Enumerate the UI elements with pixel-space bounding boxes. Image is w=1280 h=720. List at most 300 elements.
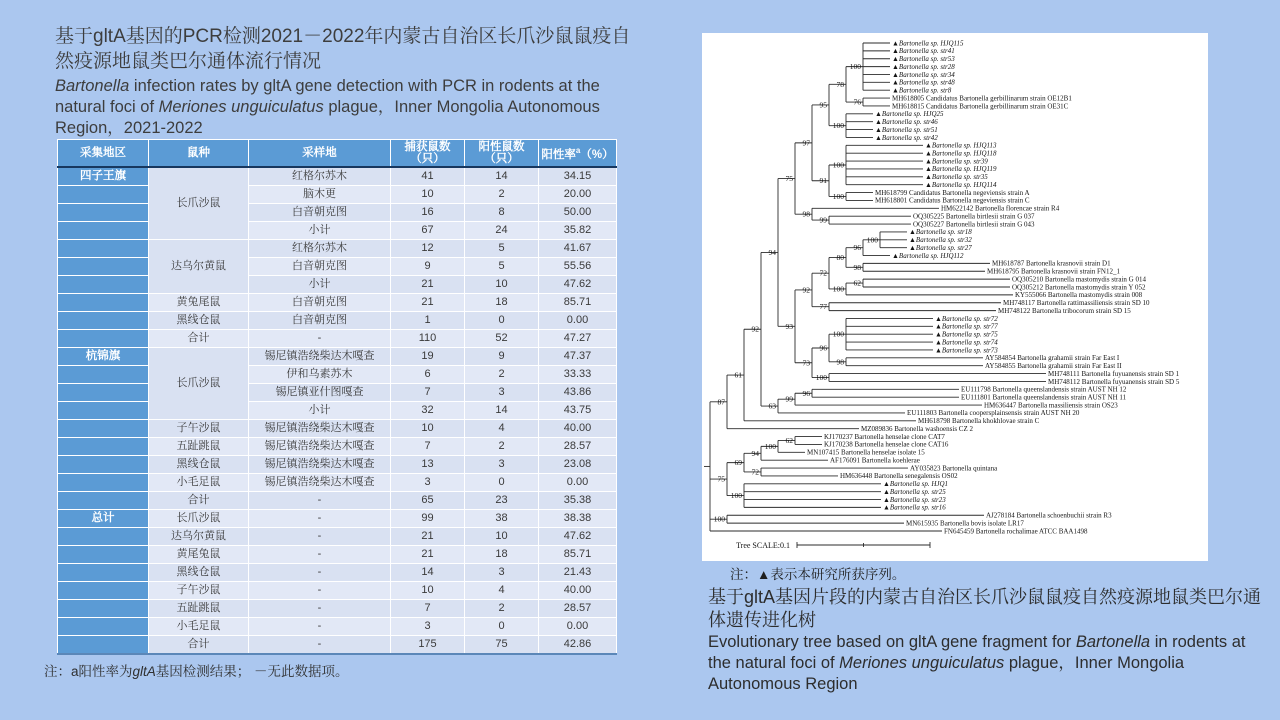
region-cell: 四子王旗 bbox=[58, 167, 149, 186]
tree-leaf-label: AY584855 Bartonella grahamii strain Far East II bbox=[985, 362, 1122, 371]
rate-superscript: a bbox=[575, 146, 581, 156]
tree-leaf-label: ▲Bartonella sp. HJQ25 bbox=[875, 110, 944, 119]
title-en-text: infection rates by gltA gene detection with PCR in rodents at the natural foci of bbox=[55, 77, 600, 116]
region-cell bbox=[58, 420, 149, 438]
table-cell: 五趾跳鼠 bbox=[149, 600, 249, 618]
rodent-table-body bbox=[58, 167, 617, 654]
table-cell: - bbox=[249, 618, 391, 636]
tree-leaf-label: MN615935 Bartonella bovis isolate LR17 bbox=[906, 519, 1024, 528]
table-cell: 子午沙鼠 bbox=[149, 420, 249, 438]
table-cell: 21 bbox=[391, 294, 465, 312]
tree-leaf-label: EU111801 Bartonella queenslandensis strain AUST NH 11 bbox=[961, 393, 1127, 402]
table-cell: 99 bbox=[391, 510, 465, 528]
tree-leaf-label: ▲Bartonella sp. str75 bbox=[935, 330, 998, 339]
table-cell: 14 bbox=[391, 564, 465, 582]
tree-leaf-label: ▲Bartonella sp. HJQ115 bbox=[892, 39, 964, 48]
region-cell bbox=[58, 582, 149, 600]
table-cell: 21 bbox=[391, 528, 465, 546]
region-cell bbox=[58, 402, 149, 420]
bootstrap-value: 62 bbox=[853, 278, 861, 288]
region-cell bbox=[58, 186, 149, 204]
table-cell: 伊和乌素苏木 bbox=[249, 366, 391, 384]
table-row bbox=[58, 546, 617, 564]
bootstrap-value: 100 bbox=[866, 235, 878, 245]
tree-leaf-label: ▲Bartonella sp. str46 bbox=[875, 118, 938, 127]
tree-leaf-label: OQ305212 Bartonella mastomydis strain Y 052 bbox=[1012, 283, 1146, 292]
tree-leaf-label: MH618815 Candidatus Bartonella gerbillinarum strain OE31C bbox=[892, 102, 1069, 111]
col-header-rate: 阳性率$^a$（%） bbox=[539, 140, 617, 168]
tree-leaf-label: KJ170237 Bartonella henselae clone CAT7 bbox=[824, 432, 945, 441]
tree-leaf-label: KY555066 Bartonella mastomydis strain 008 bbox=[1015, 291, 1143, 300]
table-cell: 0.00 bbox=[539, 474, 617, 492]
region-cell bbox=[58, 240, 149, 258]
table-cell: 10 bbox=[391, 582, 465, 600]
bootstrap-value: 61 bbox=[734, 370, 742, 380]
tree-leaf-label: MH618795 Bartonella krasnovii strain FN12_1 bbox=[987, 267, 1120, 276]
table-cell: 0 bbox=[465, 618, 539, 636]
table-cell: 55.56 bbox=[539, 258, 617, 276]
bootstrap-value: 93 bbox=[785, 321, 793, 331]
tree-leaf-label: HM622142 Bartonella florencae strain R4 bbox=[941, 204, 1060, 213]
table-cell: 23 bbox=[465, 492, 539, 510]
tree-leaf-label: MH618801 Candidatus Bartonella negeviensis strain C bbox=[875, 196, 1030, 205]
table-cell: 20.00 bbox=[539, 186, 617, 204]
tree-leaf-label: ▲Bartonella sp. str74 bbox=[935, 338, 998, 347]
table-cell: 38 bbox=[465, 510, 539, 528]
table-row bbox=[58, 348, 617, 366]
table-cell: 47.37 bbox=[539, 348, 617, 366]
table-row bbox=[58, 366, 617, 384]
table-cell: 16 bbox=[391, 204, 465, 222]
bootstrap-value: 100 bbox=[730, 491, 742, 501]
col-header-species: 鼠种 bbox=[149, 140, 249, 168]
tree-svg bbox=[702, 33, 1208, 561]
region-cell bbox=[58, 204, 149, 222]
table-cell: 42.86 bbox=[539, 636, 617, 655]
table-cell: 2 bbox=[465, 186, 539, 204]
table-cell: 黑线仓鼠 bbox=[149, 564, 249, 582]
table-cell: 7 bbox=[391, 438, 465, 456]
table-cell: 43.75 bbox=[539, 402, 617, 420]
table-cell: 子午沙鼠 bbox=[149, 582, 249, 600]
table-cell: 0.00 bbox=[539, 312, 617, 330]
table-cell: 40.00 bbox=[539, 582, 617, 600]
col-header-region: 采集地区 bbox=[58, 140, 149, 168]
tree-note: 注：▲表示本研究所获序列。 bbox=[730, 567, 906, 582]
table-row bbox=[58, 528, 617, 546]
tree-leaf-label: ▲Bartonella sp. HJQ112 bbox=[892, 251, 964, 260]
table-cell: 锡尼镇浩绕柴达木嘎查 bbox=[249, 456, 391, 474]
table-cell: 黑线仓鼠 bbox=[149, 456, 249, 474]
table-cell: 41 bbox=[391, 167, 465, 186]
table-cell: 1 bbox=[391, 312, 465, 330]
table-row bbox=[58, 474, 617, 492]
bootstrap-value: 75 bbox=[785, 174, 793, 184]
bootstrap-value: 62 bbox=[785, 435, 793, 445]
bootstrap-value: 99 bbox=[785, 394, 793, 404]
table-row bbox=[58, 564, 617, 582]
table-row bbox=[58, 384, 617, 402]
region-cell bbox=[58, 384, 149, 402]
table-row bbox=[58, 492, 617, 510]
tree-leaf-label: MZ089836 Bartonella washoensis CZ 2 bbox=[861, 424, 973, 433]
table-cell: 8 bbox=[465, 204, 539, 222]
table-cell: 4 bbox=[465, 420, 539, 438]
tree-leaf-label: ▲Bartonella sp. str39 bbox=[925, 157, 988, 166]
table-cell: 10 bbox=[465, 276, 539, 294]
table-cell: 24 bbox=[465, 222, 539, 240]
bootstrap-value: 100 bbox=[832, 191, 844, 201]
table-cell: - bbox=[249, 582, 391, 600]
table-footnote: 注：a阳性率为gltA基因检测结果； －无此数据项。 bbox=[44, 664, 349, 679]
bootstrap-value: 96 bbox=[853, 243, 861, 253]
table-row bbox=[58, 582, 617, 600]
infection-table bbox=[57, 139, 617, 655]
table-cell: 21 bbox=[391, 546, 465, 564]
region-cell bbox=[58, 492, 149, 510]
table-cell: 2 bbox=[465, 438, 539, 456]
table-cell: 85.71 bbox=[539, 546, 617, 564]
table-row bbox=[58, 294, 617, 312]
table-cell: 长爪沙鼠 bbox=[149, 167, 249, 240]
title-en-italic-species: Meriones unguiculatus bbox=[158, 98, 324, 116]
tree-leaf-label: ▲Bartonella sp. str34 bbox=[892, 70, 955, 79]
table-cell: 18 bbox=[465, 546, 539, 564]
table-cell: - bbox=[249, 492, 391, 510]
table-cell: 85.71 bbox=[539, 294, 617, 312]
table-cell: 32 bbox=[391, 402, 465, 420]
table-cell: 41.67 bbox=[539, 240, 617, 258]
table-cell: 21 bbox=[391, 276, 465, 294]
table-row bbox=[58, 330, 617, 348]
table-cell: 脑木更 bbox=[249, 186, 391, 204]
table-cell: 黄尾兔鼠 bbox=[149, 546, 249, 564]
table-row bbox=[58, 167, 617, 186]
table-cell: 达乌尔黄鼠 bbox=[149, 528, 249, 546]
table-cell: 33.33 bbox=[539, 366, 617, 384]
table-cell: 0.00 bbox=[539, 618, 617, 636]
region-cell bbox=[58, 222, 149, 240]
table-cell: 47.27 bbox=[539, 330, 617, 348]
table-row bbox=[58, 510, 617, 528]
table-row bbox=[58, 240, 617, 258]
table-cell: 达乌尔黄鼠 bbox=[149, 240, 249, 294]
table-cell: 14 bbox=[465, 402, 539, 420]
bootstrap-value: 94 bbox=[768, 247, 776, 257]
region-cell bbox=[58, 366, 149, 384]
table-cell: 3 bbox=[465, 564, 539, 582]
table-cell: 红格尔苏木 bbox=[249, 167, 391, 186]
table-cell: 35.38 bbox=[539, 492, 617, 510]
table-row bbox=[58, 222, 617, 240]
table-cell: 23.08 bbox=[539, 456, 617, 474]
table-cell: 锡尼镇亚什图嘎查 bbox=[249, 384, 391, 402]
table-cell: 40.00 bbox=[539, 420, 617, 438]
bootstrap-value: 72 bbox=[819, 268, 827, 278]
table-row bbox=[58, 420, 617, 438]
tree-leaf-label: MH618798 Bartonella khokhlovae strain C bbox=[918, 417, 1040, 426]
region-cell bbox=[58, 528, 149, 546]
bootstrap-value: 100 bbox=[815, 373, 827, 383]
tree-captions bbox=[708, 563, 1262, 695]
table-cell: - bbox=[249, 600, 391, 618]
table-row bbox=[58, 186, 617, 204]
tree-leaf-label: ▲Bartonella sp. str53 bbox=[892, 55, 955, 64]
table-cell: 28.57 bbox=[539, 600, 617, 618]
table-cell: 2 bbox=[465, 600, 539, 618]
col-header-site: 采样地 bbox=[249, 140, 391, 168]
bootstrap-value: 91 bbox=[819, 176, 827, 186]
tree-leaf-label: MH748122 Bartonella tribocorum strain SD 15 bbox=[998, 306, 1131, 315]
table-cell: 白音朝克图 bbox=[249, 312, 391, 330]
table-row bbox=[58, 276, 617, 294]
table-cell: 35.82 bbox=[539, 222, 617, 240]
bootstrap-value: 98 bbox=[836, 357, 844, 367]
region-cell: 总计 bbox=[58, 510, 149, 528]
table-cell: 38.38 bbox=[539, 510, 617, 528]
table-cell: 长爪沙鼠 bbox=[149, 348, 249, 420]
table-row bbox=[58, 600, 617, 618]
tree-leaf-label: OQ305227 Bartonella birtlesii strain G 043 bbox=[913, 220, 1035, 229]
tree-leaf-label: HM636448 Bartonella senegalensis OS02 bbox=[840, 472, 958, 481]
title-en-italic-genus: Bartonella bbox=[55, 77, 130, 95]
table-cell: 长爪沙鼠 bbox=[149, 510, 249, 528]
table-cell: 小毛足鼠 bbox=[149, 618, 249, 636]
tree-leaf-label: ▲Bartonella sp. str25 bbox=[883, 487, 946, 496]
table-cell: 47.62 bbox=[539, 276, 617, 294]
tree-leaf-label: ▲Bartonella sp. str41 bbox=[892, 47, 955, 56]
tree-leaf-label: FN645459 Bartonella rochalimae ATCC BAA1498 bbox=[944, 527, 1088, 536]
tree-leaf-label: ▲Bartonella sp. str77 bbox=[935, 322, 998, 331]
tree-leaf-label: ▲Bartonella sp. str48 bbox=[892, 78, 955, 87]
region-cell bbox=[58, 258, 149, 276]
bootstrap-value: 96 bbox=[802, 388, 810, 398]
tree-caption-en: Evolutionary tree based on gltA gene fragment for Bartonella in rodents at the natural foci of Meriones unguiculatus plague，Inner Mongolia Autonomous Region bbox=[708, 633, 1246, 693]
table-cell: 锡尼镇浩绕柴达木嘎查 bbox=[249, 438, 391, 456]
tree-leaf-label: ▲Bartonella sp. HJQ118 bbox=[925, 149, 997, 158]
tree-leaf-label: EU111803 Bartonella coopersplainsensis strain AUST NH 20 bbox=[907, 409, 1080, 418]
table-cell: 43.86 bbox=[539, 384, 617, 402]
table-cell: 10 bbox=[391, 186, 465, 204]
table-cell: - bbox=[249, 546, 391, 564]
region-cell bbox=[58, 474, 149, 492]
table-cell: 2 bbox=[465, 366, 539, 384]
table-cell: 3 bbox=[391, 474, 465, 492]
table-cell: 7 bbox=[391, 600, 465, 618]
table-cell: 红格尔苏木 bbox=[249, 240, 391, 258]
tree-leaf-label: MH618787 Bartonella krasnovii strain D1 bbox=[992, 259, 1111, 268]
table-cell: 14 bbox=[465, 167, 539, 186]
table-row bbox=[58, 618, 617, 636]
table-cell: 50.00 bbox=[539, 204, 617, 222]
table-cell: 白音朝克图 bbox=[249, 258, 391, 276]
table-cell: - bbox=[249, 330, 391, 348]
bootstrap-value: 92 bbox=[802, 285, 810, 295]
table-cell: 五趾跳鼠 bbox=[149, 438, 249, 456]
table-cell: 67 bbox=[391, 222, 465, 240]
table-cell: 3 bbox=[465, 456, 539, 474]
table-cell: 白音朝克图 bbox=[249, 204, 391, 222]
tree-leaf-label: ▲Bartonella sp. str73 bbox=[935, 346, 998, 355]
table-row bbox=[58, 258, 617, 276]
table-cell: 13 bbox=[391, 456, 465, 474]
table-cell: 6 bbox=[391, 366, 465, 384]
table-row bbox=[58, 438, 617, 456]
table-cell: 10 bbox=[465, 528, 539, 546]
table-cell: 65 bbox=[391, 492, 465, 510]
bootstrap-value: 76 bbox=[853, 97, 861, 107]
table-cell: 锡尼镇浩绕柴达木嘎查 bbox=[249, 348, 391, 366]
col-header-caught: 捕获鼠数（只） bbox=[391, 140, 465, 168]
table-cell: 12 bbox=[391, 240, 465, 258]
table-cell: 18 bbox=[465, 294, 539, 312]
table-cell: 锡尼镇浩绕柴达木嘎查 bbox=[249, 474, 391, 492]
table-cell: 3 bbox=[391, 618, 465, 636]
tree-leaf-label: KJ170238 Bartonella henselae clone CAT16 bbox=[824, 440, 949, 449]
table-cell: 锡尼镇浩绕柴达木嘎查 bbox=[249, 420, 391, 438]
tree-leaf-label: HM636447 Bartonella massiliensis strain OS23 bbox=[984, 401, 1118, 410]
tree-leaf-label: ▲Bartonella sp. str32 bbox=[909, 236, 972, 245]
tree-leaf-label: ▲Bartonella sp. str28 bbox=[892, 62, 955, 71]
col-header-positive: 阳性鼠数（只） bbox=[465, 140, 539, 168]
region-cell bbox=[58, 546, 149, 564]
table-cell: 合计 bbox=[149, 636, 249, 655]
table-cell: - bbox=[249, 510, 391, 528]
tree-leaf-label: ▲Bartonella sp. HJQ114 bbox=[925, 180, 997, 189]
region-cell bbox=[58, 456, 149, 474]
page-title-en bbox=[55, 76, 640, 139]
table-cell: 21.43 bbox=[539, 564, 617, 582]
bootstrap-value: 72 bbox=[751, 467, 759, 477]
tree-leaf-label: ▲Bartonella sp. HJQ119 bbox=[925, 165, 997, 174]
table-header-row bbox=[58, 140, 617, 168]
title-en-tail: plague，Inner Mongolia Autonomous Region，2021-2022 bbox=[55, 98, 600, 137]
table-cell: 75 bbox=[465, 636, 539, 655]
table-cell: 5 bbox=[465, 240, 539, 258]
table-cell: 9 bbox=[391, 258, 465, 276]
table-cell: 黄兔尾鼠 bbox=[149, 294, 249, 312]
tree-leaf-label: MH618799 Candidatus Bartonella negeviensis strain A bbox=[875, 188, 1030, 197]
table-cell: 10 bbox=[391, 420, 465, 438]
region-cell bbox=[58, 438, 149, 456]
region-cell bbox=[58, 564, 149, 582]
tree-caption-zh: 基于gltA基因片段的内蒙古自治区长爪沙鼠鼠疫自然疫源地鼠类巴尔通体遗传进化树 bbox=[708, 587, 1262, 630]
tree-panel bbox=[702, 33, 1208, 561]
tree-leaf-label: OQ305210 Bartonella mastomydis strain G 014 bbox=[1012, 275, 1146, 284]
table-cell: 34.15 bbox=[539, 167, 617, 186]
tree-leaf-label: ▲Bartonella sp. str42 bbox=[875, 133, 938, 142]
tree-leaf-label: ▲Bartonella sp. str16 bbox=[883, 503, 946, 512]
bootstrap-value: 69 bbox=[734, 458, 742, 468]
bootstrap-value: 96 bbox=[819, 343, 827, 353]
table-cell: 3 bbox=[465, 384, 539, 402]
table-cell: 合计 bbox=[149, 492, 249, 510]
table-cell: 175 bbox=[391, 636, 465, 655]
tree-leaf-label: MH748117 Bartonella rattimassiliensis strain SD 10 bbox=[1003, 299, 1150, 308]
bootstrap-value: 100 bbox=[832, 329, 844, 339]
bootstrap-value: 100 bbox=[764, 441, 776, 451]
tree-leaf-label: ▲Bartonella sp. str51 bbox=[875, 125, 938, 134]
tree-leaf-label: ▲Bartonella sp. str35 bbox=[925, 173, 988, 182]
table-cell: 110 bbox=[391, 330, 465, 348]
table-cell: 47.62 bbox=[539, 528, 617, 546]
table-cell: - bbox=[249, 528, 391, 546]
table-cell: 0 bbox=[465, 312, 539, 330]
table-row bbox=[58, 456, 617, 474]
bootstrap-value: 100 bbox=[832, 284, 844, 294]
region-cell bbox=[58, 330, 149, 348]
region-cell bbox=[58, 636, 149, 655]
bootstrap-value: 100 bbox=[832, 121, 844, 131]
region-cell: 杭锦旗 bbox=[58, 348, 149, 366]
table-cell: 7 bbox=[391, 384, 465, 402]
bootstrap-value: 78 bbox=[836, 79, 844, 89]
table-cell: 19 bbox=[391, 348, 465, 366]
table-cell: - bbox=[249, 564, 391, 582]
tree-leaf-label: ▲Bartonella sp. HJQ113 bbox=[925, 141, 997, 150]
bootstrap-value: 77 bbox=[819, 302, 827, 312]
table-cell: 黑线仓鼠 bbox=[149, 312, 249, 330]
tree-leaf-label: AY584854 Bartonella grahamii strain Far East I bbox=[985, 354, 1120, 363]
table-cell: 5 bbox=[465, 258, 539, 276]
tree-leaf-label: ▲Bartonella sp. str72 bbox=[935, 314, 998, 323]
bootstrap-value: 98 bbox=[802, 209, 810, 219]
table-row bbox=[58, 402, 617, 420]
region-cell bbox=[58, 276, 149, 294]
page-title-zh: 基于gltA基因的PCR检测2021－2022年内蒙古自治区长爪沙鼠鼠疫自然疫源地鼠类巴尔通体流行情况 bbox=[55, 26, 631, 72]
table-cell: 52 bbox=[465, 330, 539, 348]
table-row bbox=[58, 312, 617, 330]
tree-leaf-label: MH748112 Bartonella fuyuanensis strain SD 5 bbox=[1048, 377, 1180, 386]
tree-scale-label: Tree SCALE:0.1 bbox=[736, 541, 790, 550]
region-cell bbox=[58, 600, 149, 618]
bootstrap-value: 92 bbox=[751, 324, 759, 334]
table-cell: - bbox=[249, 636, 391, 655]
table-cell: 小计 bbox=[249, 276, 391, 294]
table-cell: 小计 bbox=[249, 402, 391, 420]
bootstrap-value: 80 bbox=[836, 252, 844, 262]
bootstrap-value: 94 bbox=[751, 448, 759, 458]
tree-leaf-label: AF176091 Bartonella koehlerae bbox=[830, 456, 920, 465]
table-cell: 4 bbox=[465, 582, 539, 600]
table-cell: 28.57 bbox=[539, 438, 617, 456]
bootstrap-value: 95 bbox=[819, 100, 827, 110]
bootstrap-value: 73 bbox=[802, 358, 810, 368]
tree-leaf-label: OQ305225 Bartonella birtlesii strain G 037 bbox=[913, 212, 1035, 221]
table-cell: 合计 bbox=[149, 330, 249, 348]
tree-leaf-label: MH618805 Candidatus Bartonella gerbillinarum strain OE12B1 bbox=[892, 94, 1072, 103]
tree-leaf-label: ▲Bartonella sp. HJQ1 bbox=[883, 480, 949, 489]
bootstrap-value: 98 bbox=[853, 262, 861, 272]
tree-leaf-label: MH748111 Bartonella fuyuanensis strain SD 1 bbox=[1048, 369, 1180, 378]
table-cell: 白音朝克图 bbox=[249, 294, 391, 312]
tree-leaf-label: AY035823 Bartonella quintana bbox=[910, 464, 998, 473]
bootstrap-value: 63 bbox=[768, 401, 776, 411]
bootstrap-value: 100 bbox=[713, 514, 725, 524]
table-row bbox=[58, 636, 617, 655]
bootstrap-value: 87 bbox=[717, 397, 725, 407]
tree-leaf-label: AJ278184 Bartonella schoenbuchii strain R3 bbox=[986, 511, 1112, 520]
table-cell: 0 bbox=[465, 474, 539, 492]
bootstrap-value: 97 bbox=[802, 138, 810, 148]
table-row bbox=[58, 204, 617, 222]
bootstrap-value: 99 bbox=[819, 215, 827, 225]
region-cell bbox=[58, 294, 149, 312]
region-cell bbox=[58, 312, 149, 330]
table-cell: 小计 bbox=[249, 222, 391, 240]
bootstrap-value: 75 bbox=[717, 474, 725, 484]
tree-leaf-label: ▲Bartonella sp. str27 bbox=[909, 243, 972, 252]
